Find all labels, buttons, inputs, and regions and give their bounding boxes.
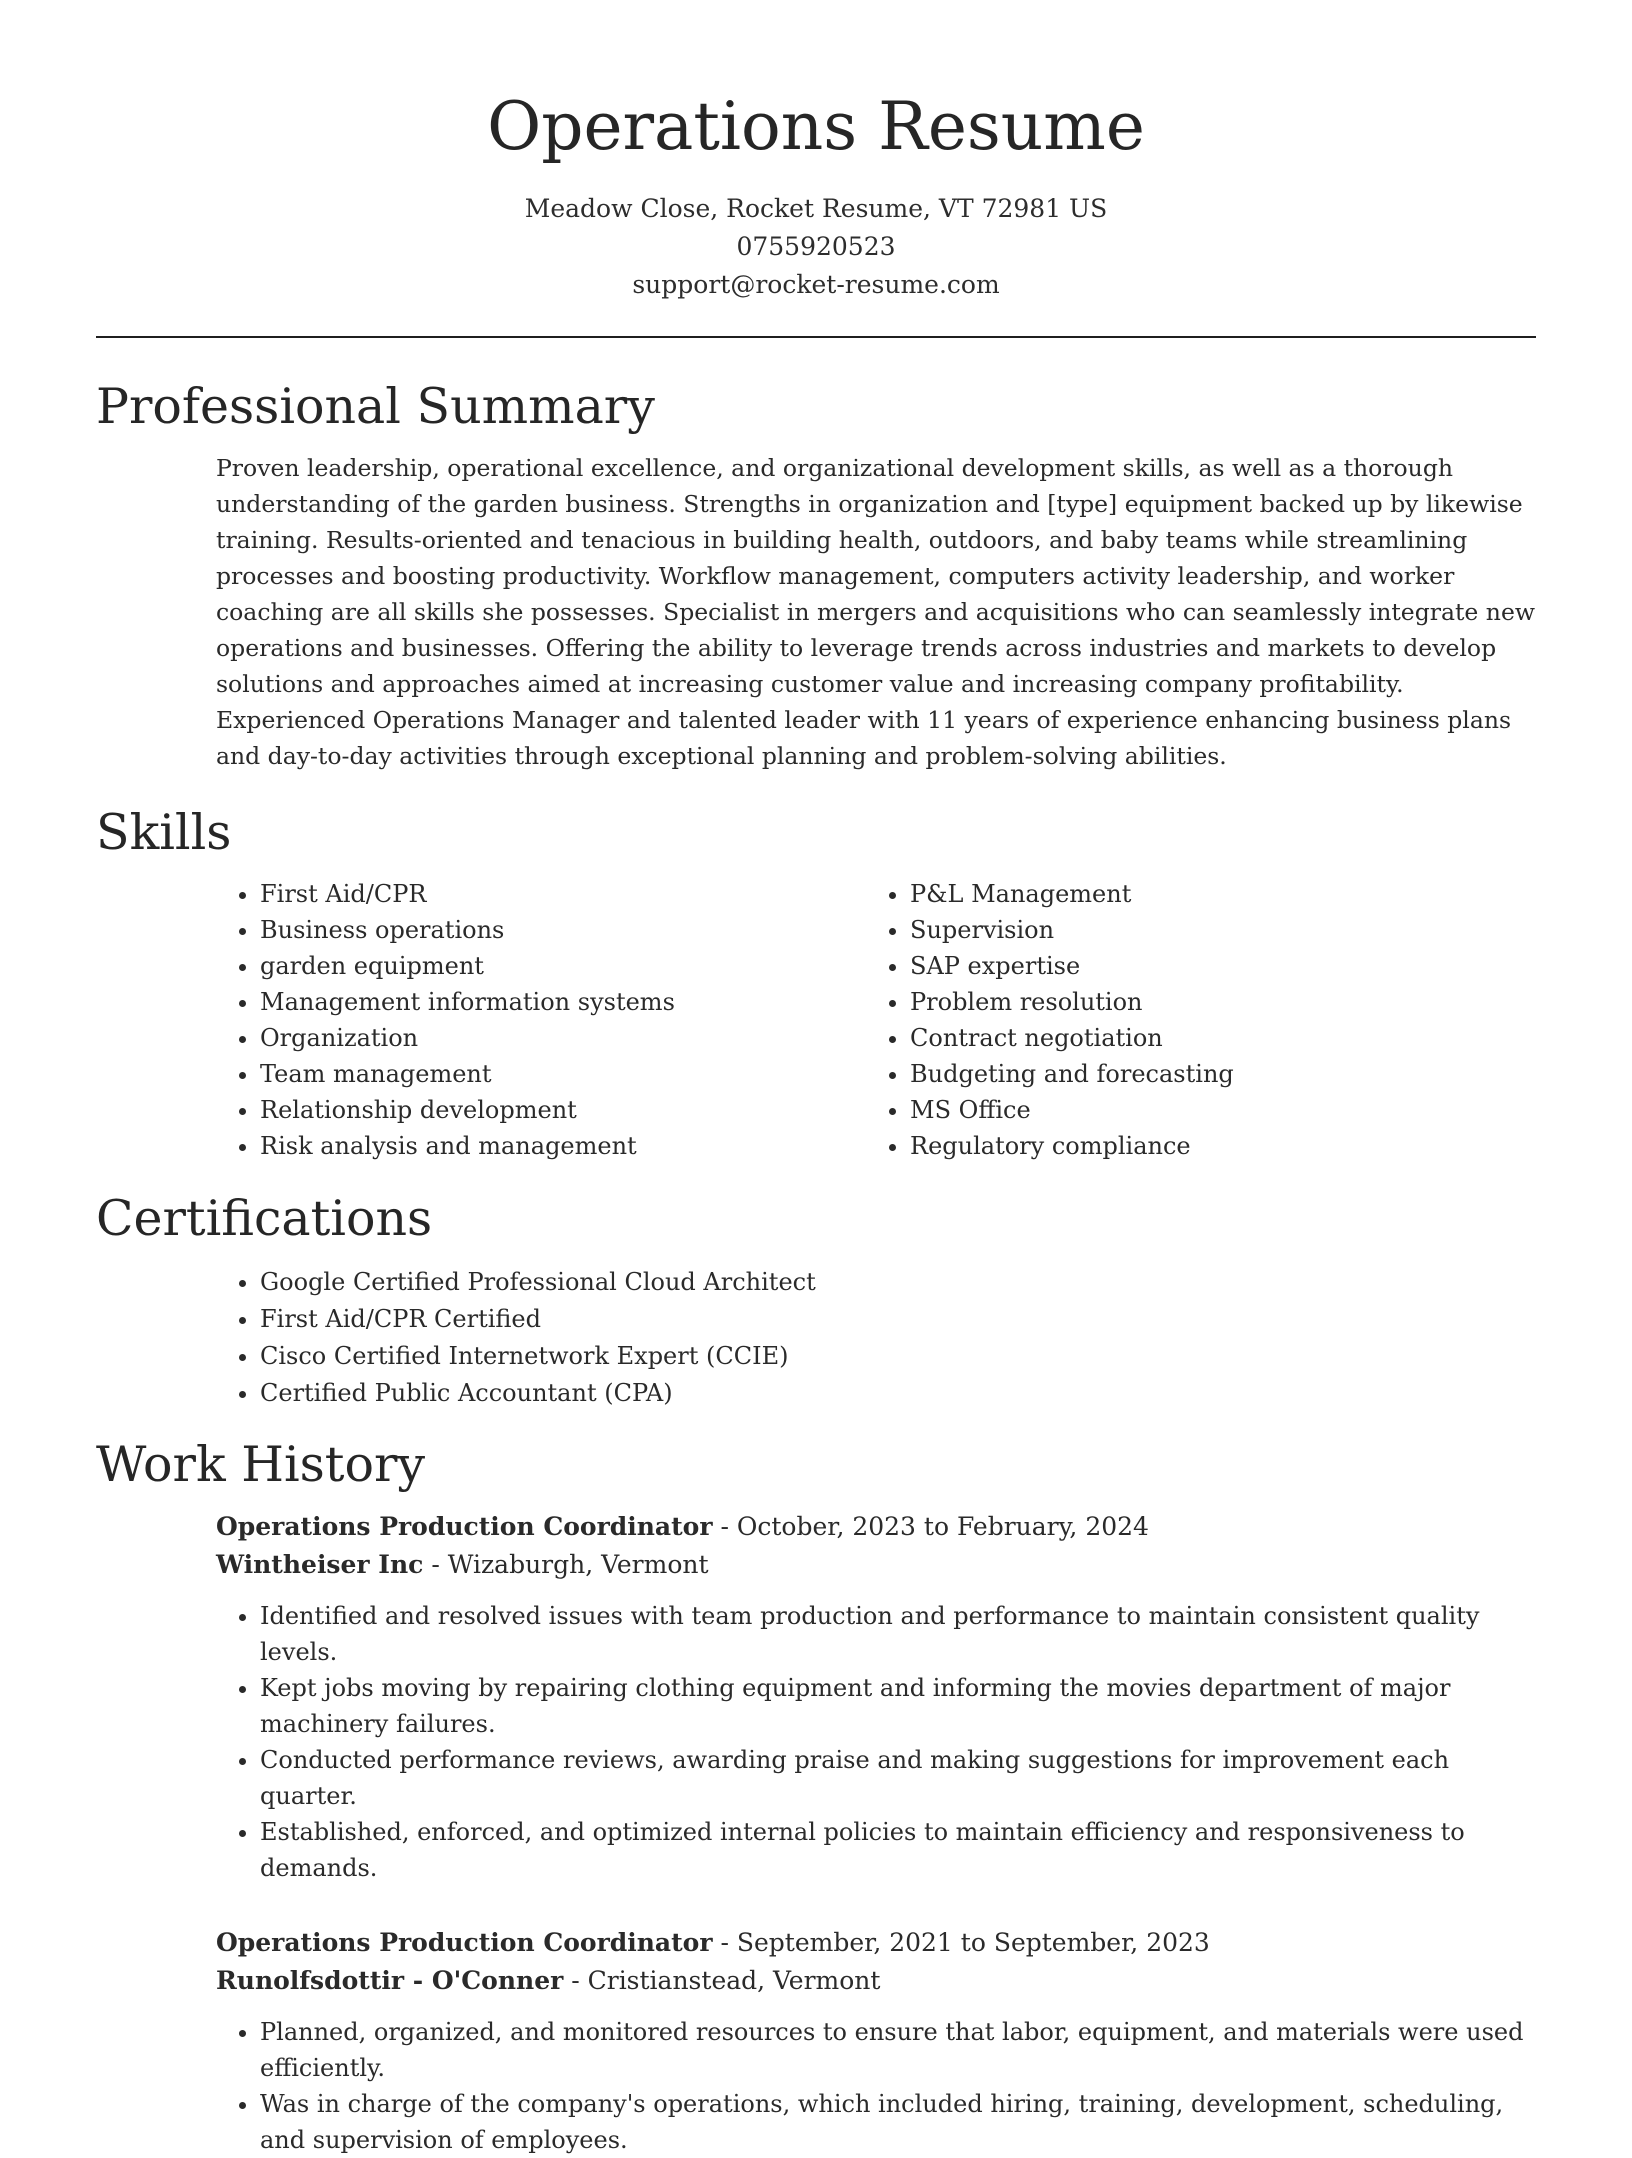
- contact-info: [96, 190, 1536, 304]
- job-title: Operations Production Coordinator: [216, 1928, 713, 1957]
- job-company-line: [216, 1962, 1536, 2000]
- summary-text: Proven leadership, operational excellence, and organizational development skills, as well as a thorough understanding of the garden business. Strengths in organization and [type] equipment backed up by likewise training. Results-oriented and tenacious in building health, outdoors, and baby teams while streamlining processes and boosting productivity. Workflow management, computers activity leadership, and worker coaching are all skills she possesses. Specialist in mergers and acquisitions who can seamlessly integrate new operations and businesses. Offering the ability to leverage trends across industries and markets to develop solutions and approaches aimed at increasing customer value and increasing company profitability. Experienced Operations Manager and talented leader with 11 years of experience enhancing business plans and day-to-day activities through exceptional planning and problem-solving abilities.: [216, 454, 1535, 770]
- job-separator: -: [712, 1928, 737, 1957]
- skill-item: • SAP expertise: [910, 948, 1516, 984]
- certification-item: • Certified Public Accountant (CPA): [260, 1375, 1536, 1412]
- job-duty: • Planned, organized, and monitored resources to ensure that labor, equipment, and materials were used efficiently.: [260, 2014, 1536, 2086]
- job-title: Operations Production Coordinator: [216, 1512, 713, 1541]
- job-duties-list: [216, 2014, 1536, 2158]
- contact-email: support@rocket-resume.com: [632, 270, 1000, 299]
- skill-item: • Team management: [260, 1056, 866, 1092]
- skill-item: • P&L Management: [910, 876, 1516, 912]
- certification-item: • Google Certified Professional Cloud Architect: [260, 1264, 1536, 1301]
- certifications-list: [216, 1264, 1536, 1412]
- skills-list-left: [216, 876, 866, 1164]
- resume-name: Operations Resume: [487, 88, 1145, 165]
- job-location: Cristianstead, Vermont: [587, 1966, 881, 1995]
- job-title-line: [216, 1924, 1536, 1962]
- job-entry: [216, 1924, 1536, 2158]
- skill-item: • Problem resolution: [910, 984, 1516, 1020]
- job-location: Wizaburgh, Vermont: [447, 1550, 709, 1579]
- skill-item: • Business operations: [260, 912, 866, 948]
- job-duty: • Kept jobs moving by repairing clothing equipment and informing the movies department of major machinery failures.: [260, 1670, 1536, 1742]
- skill-item: • Organization: [260, 1020, 866, 1056]
- job-separator: -: [563, 1966, 588, 1995]
- skill-item: • First Aid/CPR: [260, 876, 866, 912]
- skills-column-right: [866, 876, 1516, 1164]
- skill-item: • Contract negotiation: [910, 1020, 1516, 1056]
- header-divider: [96, 336, 1536, 338]
- job-duties-list: [216, 1598, 1536, 1886]
- job-duty: • Identified and resolved issues with team production and performance to maintain consistent quality levels.: [260, 1598, 1536, 1670]
- job-duty: • Established, enforced, and optimized internal policies to maintain efficiency and responsiveness to demands.: [260, 1814, 1536, 1886]
- skill-item: • Relationship development: [260, 1092, 866, 1128]
- certifications-heading: Certifications: [96, 1190, 433, 1247]
- certifications-block: [216, 1264, 1536, 1412]
- summary-heading: Professional Summary: [96, 378, 655, 435]
- skill-item: • Supervision: [910, 912, 1516, 948]
- skills-columns: [216, 876, 1536, 1164]
- job-separator: -: [423, 1550, 448, 1579]
- job-dates: September, 2021 to September, 2023: [736, 1928, 1210, 1957]
- certification-item: • Cisco Certified Internetwork Expert (CCIE): [260, 1338, 1536, 1375]
- skill-item: • Regulatory compliance: [910, 1128, 1516, 1164]
- skills-column-left: [216, 876, 866, 1164]
- job-company: Runolfsdottir - O'Conner: [216, 1966, 564, 1995]
- skill-item: • Risk analysis and management: [260, 1128, 866, 1164]
- job-dates: October, 2023 to February, 2024: [736, 1512, 1149, 1541]
- job-duty: • Was in charge of the company's operations, which included hiring, training, development, scheduling, and supervision of employees.: [260, 2086, 1536, 2158]
- job-separator: -: [712, 1512, 737, 1541]
- job-entry: [216, 1508, 1536, 1886]
- certification-item: • First Aid/CPR Certified: [260, 1301, 1536, 1338]
- contact-phone: 0755920523: [736, 232, 896, 261]
- job-company-line: [216, 1546, 1536, 1584]
- skill-item: • garden equipment: [260, 948, 866, 984]
- work-history-heading: Work History: [96, 1436, 426, 1493]
- job-title-line: [216, 1508, 1536, 1546]
- resume-header: [96, 0, 1536, 304]
- skills-list-right: [866, 876, 1516, 1164]
- skill-item: • Management information systems: [260, 984, 866, 1020]
- skills-heading: Skills: [96, 804, 232, 861]
- skill-item: • MS Office: [910, 1092, 1516, 1128]
- job-company: Wintheiser Inc: [216, 1550, 424, 1579]
- skill-item: • Budgeting and forecasting: [910, 1056, 1516, 1092]
- job-duty: • Conducted performance reviews, awarding praise and making suggestions for improvement each quarter.: [260, 1742, 1536, 1814]
- contact-address: Meadow Close, Rocket Resume, VT 72981 US: [524, 194, 1108, 223]
